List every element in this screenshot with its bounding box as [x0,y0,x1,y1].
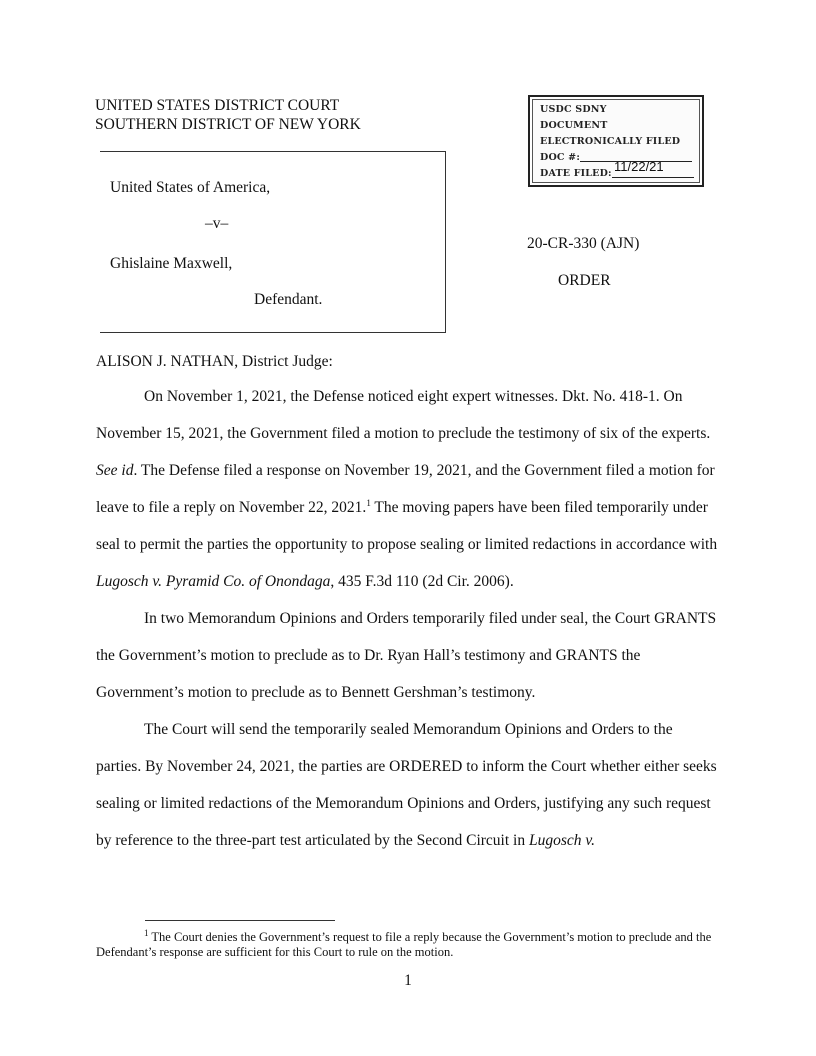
paragraph-2: In two Memorandum Opinions and Orders temporarily filed under seal, the Court GRANTS the Government’s motion to preclude as to Dr. Ryan Hall’s testimony and GRANTS the Government’s motion to preclude as to Bennett Gershman’s testimony. [96,610,717,701]
paragraph-1-part-d: , 435 F.3d 110 (2d Cir. 2006). [330,573,514,590]
court-name-line: UNITED STATES DISTRICT COURT [95,97,340,114]
paragraph-1-part-c: The moving papers have been filed temporarily under seal to permit the parties the opportunity to propose sealing or limited redactions in accordance with [96,499,718,553]
paragraph-1 [96,378,721,600]
stamp-date-value: 11/22/21 [614,159,664,174]
defendant-name: Ghislaine Maxwell, [110,255,233,272]
stamp-doc-number-label: DOC #: [540,152,581,163]
stamp-document: DOCUMENT [540,120,608,131]
citation-lugosch: Lugosch v. Pyramid Co. of Onondaga [96,573,331,590]
versus-mark: –v– [205,215,229,232]
plaintiff-name: United States of America, [110,179,271,196]
court-heading [95,96,361,134]
filing-stamp [528,95,704,187]
citation-lugosch-short: Lugosch v. [528,832,595,849]
paragraph-1-part-b: . The Defense filed a response on November 19, 2021, and the Government filed a motion for leave to file a reply on November 22, 2021. [96,462,715,516]
footnote-marker: 1 [144,927,149,938]
defendant-role: Defendant. [254,291,323,308]
footnote-text: The Court denies the Government’s request to file a reply because the Government’s motion to preclude and the Defendant’s response are sufficient for this Court to rule on the motion. [96,930,712,959]
footnote [96,927,721,960]
order-body [96,378,721,859]
paragraph-3 [96,711,721,859]
document-title: ORDER [558,272,611,289]
citation-see-id: See id [96,462,134,479]
paragraph-3-part-a: The Court will send the temporarily sealed Memorandum Opinions and Orders to the parties. By November 24, 2021, the parties are ORDERED to inform the Court whether either seeks sealing or limited redactions of the Memorandum Opinions and Orders, justifying any such request by reference to the three-part test articulated by the Second Circuit in [96,721,717,849]
page-number: 1 [404,972,412,989]
judge-line: ALISON J. NATHAN, District Judge: [96,353,333,370]
stamp-court: USDC SDNY [540,104,607,115]
court-district-line: SOUTHERN DISTRICT OF NEW YORK [95,116,361,133]
paragraph-1-part-a: On November 1, 2021, the Defense noticed eight expert witnesses. Dkt. No. 418-1. On November 15, 2021, the Government filed a motion to preclude the testimony of six of the experts. [96,388,711,442]
case-number: 20-CR-330 (AJN) [527,235,640,252]
stamp-electronically-filed: ELECTRONICALLY FILED [540,136,681,147]
stamp-date-filed-label: DATE FILED: [540,168,612,179]
footnote-reference: 1 [366,497,371,508]
footnote-divider [145,920,335,921]
